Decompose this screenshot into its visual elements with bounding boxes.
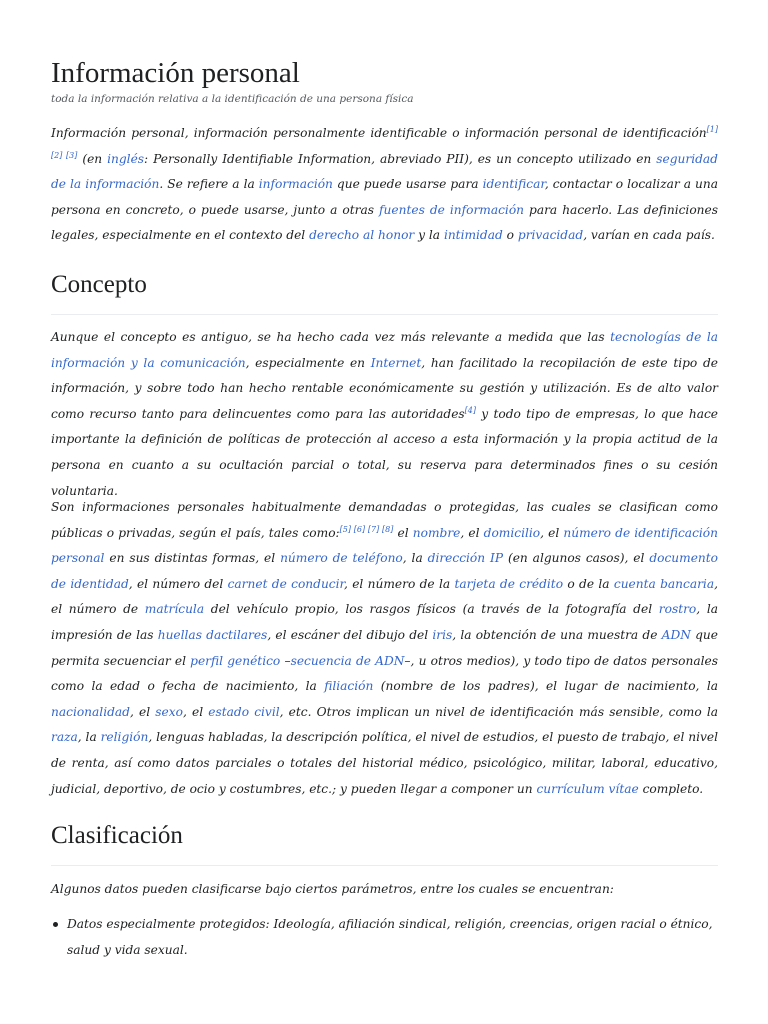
clasificacion-intro: Algunos datos pueden clasificarse bajo ciertos parámetros, entre los cuales se encuentran:	[51, 882, 614, 896]
text-run: , el número de	[51, 576, 718, 617]
text-run: , lenguas habladas, la descripción política, el nivel de estudios, el puesto de trabajo, el nivel de renta, así como datos parciales o totales del historial médico, psicológico, militar, laboral, educativo, judicial, deportivo, de ocio y costumbres, etc.; y pueden llegar a componer un	[51, 730, 718, 796]
text-run: , el número del	[128, 576, 228, 591]
article-link[interactable]: Internet	[370, 355, 422, 370]
article-link[interactable]: ADN	[661, 627, 691, 642]
section-heading-concepto: Concepto	[51, 271, 147, 298]
article-link[interactable]: documento de identidad	[51, 551, 718, 591]
section-heading-clasificacion: Clasificación	[51, 822, 183, 849]
text-run: , el	[129, 704, 156, 719]
article-link[interactable]: matrícula	[144, 602, 205, 617]
text-run: para hacerlo. Las definiciones legales, especialmente en el contexto del	[51, 202, 718, 243]
text-run: . Se refiere a la	[159, 177, 259, 192]
article-link[interactable]: currículum vítae	[536, 781, 639, 796]
article-link[interactable]: número de teléfono	[280, 551, 403, 566]
text-run: , contactar o localizar a una persona en concreto, o puede usarse, junto a otras	[51, 177, 718, 217]
text-run: y la	[414, 228, 444, 243]
text-run: o	[502, 228, 518, 243]
text-run: Información personal, información personalmente identificable o información personal de identificación	[51, 126, 707, 140]
text-run: , el	[540, 525, 564, 540]
article-link[interactable]: rostro	[658, 602, 697, 617]
text-run: , el	[460, 525, 484, 540]
article-link[interactable]: intimidad	[443, 228, 503, 243]
text-run: , la obtención de una muestra de	[452, 627, 662, 642]
article-link[interactable]: carnet de conducir	[227, 576, 345, 591]
text-run: el	[393, 525, 413, 540]
article-link[interactable]: inglés	[107, 151, 145, 166]
reference-link[interactable]: [1] [2] [3]	[51, 124, 718, 160]
article-link[interactable]: derecho al honor	[309, 228, 415, 243]
article-link[interactable]: seguridad de la información	[51, 151, 718, 192]
article-link[interactable]: número de identificación personal	[51, 525, 718, 566]
article-link[interactable]: raza	[51, 730, 78, 745]
page-subtitle: toda la información relativa a la identificación de una persona física	[51, 93, 414, 105]
article-link[interactable]: dirección IP	[427, 551, 504, 566]
page-title: Información personal	[51, 57, 300, 89]
article-link[interactable]: tarjeta de crédito	[454, 576, 564, 591]
section-concepto	[51, 270, 718, 300]
article-link[interactable]: perfil genético	[190, 653, 281, 668]
article-link[interactable]: huellas dactilares	[157, 627, 268, 642]
text-run: , el número de la	[344, 576, 455, 591]
list-item	[67, 912, 718, 963]
article-link[interactable]: filiación	[324, 679, 374, 694]
article-link[interactable]: cuenta bancaria	[613, 576, 715, 591]
article-link[interactable]: estado civil	[208, 704, 280, 719]
text-run: o de la	[563, 576, 614, 591]
text-run: que puede usarse para	[332, 177, 483, 192]
article-link[interactable]: privacidad	[517, 228, 584, 243]
article-link[interactable]: domicilio	[483, 525, 541, 540]
text-run: , han facilitado la recopilación de este tipo de información, y sobre todo han hecho rentable económicamente su gestión y utilización. Es de alto valor como recurso tanto para delincuentes como para las autoridades	[51, 355, 718, 421]
intro-paragraph	[51, 121, 718, 249]
article-link[interactable]: tecnologías de la información y la comunicación	[51, 330, 718, 370]
text-run: , la	[77, 730, 101, 745]
article-link[interactable]: iris	[432, 627, 453, 642]
text-run: , el escáner del dibujo del	[267, 627, 433, 642]
text-run: , el	[182, 704, 209, 719]
text-run: Aunque el concepto es antiguo, se ha hecho cada vez más relevante a medida que las	[51, 330, 611, 344]
text-run: del vehículo propio, los rasgos físicos (a través de la fotografía del	[204, 602, 659, 617]
concepto-paragraph-1	[51, 325, 718, 504]
text-run: (en algunos casos), el	[503, 551, 650, 566]
article-link[interactable]: nombre	[412, 525, 461, 540]
text-run: (nombre de los padres), el lugar de nacimiento, la	[373, 679, 718, 694]
text-run: , la	[402, 551, 428, 566]
article-link[interactable]: religión	[100, 730, 149, 745]
text-run: completo.	[638, 781, 704, 796]
article-link[interactable]: fuentes de información	[379, 202, 525, 217]
text-run: , etc. Otros implican un nivel de identificación más sensible, como la	[279, 704, 719, 719]
text-run: , especialmente en	[245, 355, 371, 370]
text-run: , la impresión de las	[51, 602, 718, 642]
section-divider	[51, 314, 718, 315]
clasificacion-list	[51, 912, 718, 963]
text-run: –	[280, 653, 291, 668]
text-run: en sus distintas formas, el	[104, 551, 281, 566]
text-run: que permita secuenciar el	[51, 627, 718, 668]
section-divider	[51, 865, 718, 866]
text-run: Son informaciones personales habitualmente demandadas o protegidas, las cuales se clasifican como públicas o privadas, según el país, tales como:	[51, 500, 718, 540]
text-run: –, u otros medios), y todo tipo de datos personales como la edad o fecha de nacimiento, la	[51, 653, 718, 694]
article-link[interactable]: identificar	[482, 177, 545, 192]
article-link[interactable]: nacionalidad	[51, 704, 130, 719]
article-link[interactable]: sexo	[155, 704, 183, 719]
reference-link[interactable]: [4]	[464, 405, 477, 415]
list-item-text: Datos especialmente protegidos: Ideología, afiliación sindical, religión, creencias, origen racial o étnico, salud y vida sexual.	[67, 917, 713, 957]
article-link[interactable]: secuencia de ADN	[290, 653, 405, 668]
text-run: (en	[77, 151, 108, 166]
article-link[interactable]: información	[258, 177, 333, 192]
text-run: : Personally Identifiable Information, abreviado PII), es un concepto utilizado en	[144, 151, 657, 166]
text-run: y todo tipo de empresas, lo que hace importante la definición de políticas de protección al acceso a esta información y la propia actitud de la persona en cuanto a su ocultación parcial o total, su reserva para determinados fines o su cesión voluntaria.	[51, 406, 718, 498]
bullet-icon	[53, 922, 58, 927]
section-clasificacion	[51, 821, 718, 851]
text-run: , varían en cada país.	[583, 228, 715, 243]
concepto-paragraph-2	[51, 495, 718, 802]
reference-link[interactable]: [5] [6] [7] [8]	[339, 524, 394, 534]
